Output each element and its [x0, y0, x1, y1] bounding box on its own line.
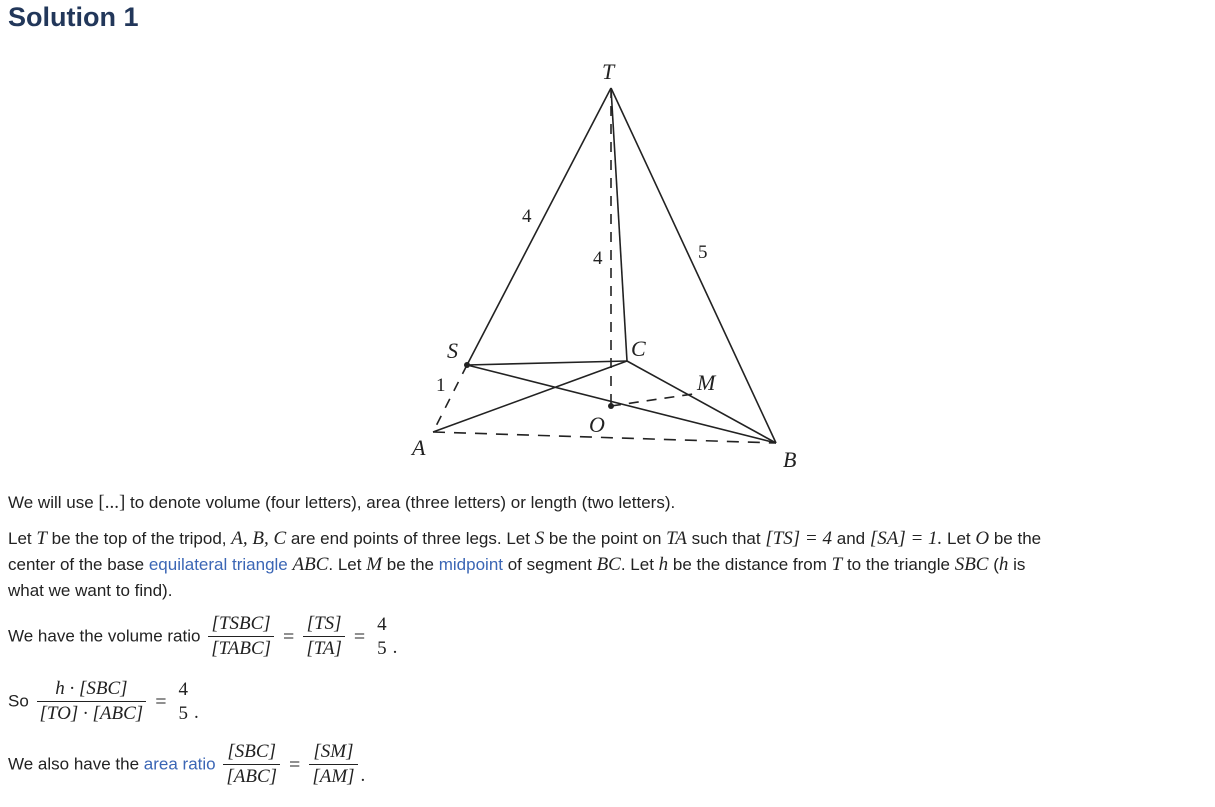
- label-O: O: [589, 412, 605, 437]
- fraction: $\frac{\text{[TSBC]}}{\text{[TABC]}}$: [208, 612, 274, 661]
- definitions-line-3: what we want to find).: [8, 581, 173, 600]
- fraction: $\frac{\text{h · [SBC]}}{\text{[TO] · [ABC]}}$: [37, 677, 147, 726]
- label-A: A: [412, 435, 426, 460]
- text: to denote volume (four letters), area (three letters) or length (two letters).: [125, 493, 676, 512]
- volume-ratio-equation: We have the volume ratio $\frac{\text{[TSBC]}}{\text{[TABC]}}$ = $\frac{[TS]}{[TA]}$ = 4 5 .: [8, 613, 398, 659]
- label-TB-length: 5: [698, 242, 708, 263]
- fraction: 4 5: [377, 613, 387, 659]
- area-ratio-equation: We also have the area ratio $\frac{\text{[SBC]}}{\text{[ABC]}}$ = $\frac{[SM]}{[AM]}$ .: [8, 741, 366, 787]
- label-C: C: [631, 336, 646, 361]
- edge-SC: [467, 361, 627, 365]
- edge-TS: [467, 88, 611, 365]
- edge-SB: [467, 365, 776, 443]
- label-B: B: [783, 447, 797, 472]
- label-TO-length: 4: [593, 248, 603, 269]
- point-S: [464, 362, 470, 368]
- bracket-notation: [...]: [98, 492, 126, 513]
- text: We will use: [8, 493, 99, 512]
- fraction: $\frac{\text{[SBC]}}{\text{[ABC]}}$: [223, 740, 280, 789]
- definitions-line-1: Let T be the top of the tripod, A, B, C are end points of three legs. Let S be the point on TA such that [TS] = 4 and [SA] = 1. Let O be the: [8, 528, 1042, 549]
- point-O: [608, 403, 614, 409]
- definitions-line-2: center of the base equilateral triangle ABC. Let M be the midpoint of segment BC. Let h be the distance from T to the triangle SBC (h is: [8, 554, 1026, 575]
- area-ratio-link[interactable]: area ratio: [143, 754, 216, 774]
- label-SA-length: 1: [436, 375, 446, 396]
- section-heading: Solution 1: [8, 2, 139, 32]
- label-M: M: [697, 370, 716, 395]
- fraction: $\frac{[TS]}{[TA]}$: [303, 612, 345, 661]
- fraction: 4 5: [178, 678, 188, 724]
- edge-TC: [611, 88, 627, 361]
- label-S: S: [447, 338, 458, 363]
- label-TS-length: 4: [522, 206, 532, 227]
- midpoint-link[interactable]: midpoint: [438, 555, 503, 574]
- label-T: T: [602, 59, 615, 84]
- edge-TB: [611, 88, 776, 443]
- equilateral-triangle-link[interactable]: equilateral triangle: [148, 555, 288, 574]
- notation-paragraph: [8, 490, 675, 516]
- fraction: $\frac{[SM]}{[AM]}$: [309, 740, 357, 789]
- height-equation: So $\frac{\text{h · [SBC]}}{\text{[TO] · [ABC]}}$ = 4 5 .: [8, 678, 199, 724]
